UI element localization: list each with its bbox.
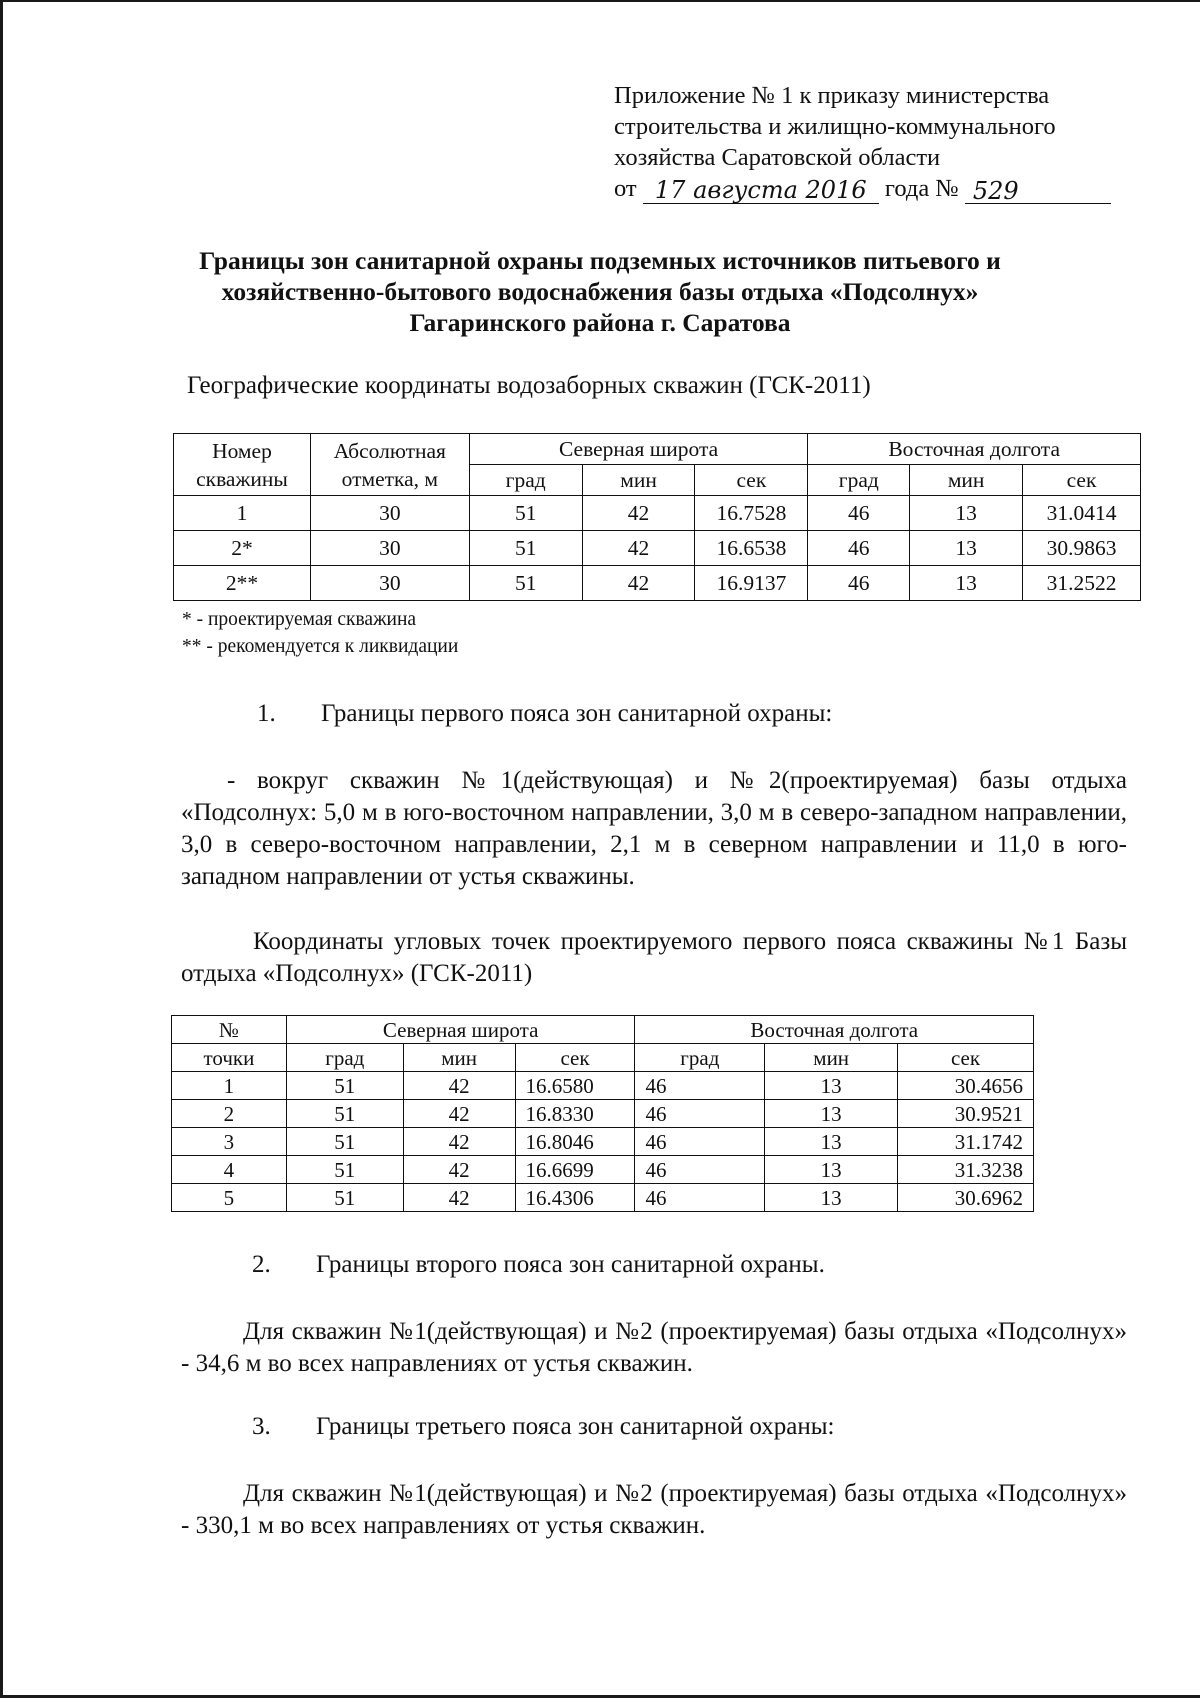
appendix-line-1: Приложение № 1 к приказу министерства bbox=[614, 82, 1050, 109]
cell-e-sec: 31.3238 bbox=[898, 1156, 1034, 1184]
cell-e-min: 13 bbox=[765, 1156, 898, 1184]
cell-n-min: 42 bbox=[403, 1156, 515, 1184]
header-n-sec: сек bbox=[515, 1044, 635, 1072]
cell-n-sec: 16.6699 bbox=[515, 1156, 635, 1184]
cell-n-deg: 51 bbox=[286, 1184, 403, 1212]
table-row bbox=[172, 1128, 1034, 1156]
scan-edge-top bbox=[0, 0, 1200, 2]
section-1-title: Границы первого пояса зон санитарной охраны: bbox=[321, 700, 833, 727]
cell-n-deg: 51 bbox=[286, 1072, 403, 1100]
cell-n-deg: 51 bbox=[286, 1100, 403, 1128]
cell-n-sec: 16.7528 bbox=[695, 496, 808, 531]
cell-e-deg: 46 bbox=[635, 1184, 765, 1212]
cell-point-id: 1 bbox=[172, 1072, 287, 1100]
header-east-longitude: Восточная долгота bbox=[808, 434, 1141, 465]
header-north-latitude: Северная широта bbox=[286, 1016, 635, 1044]
cell-e-sec: 31.1742 bbox=[898, 1128, 1034, 1156]
header-n-sec: сек bbox=[695, 465, 808, 496]
cell-elevation: 30 bbox=[310, 496, 469, 531]
handwritten-order-number: 529 bbox=[965, 176, 1111, 204]
cell-n-min: 42 bbox=[403, 1184, 515, 1212]
year-number-word: года № bbox=[884, 175, 959, 202]
cell-e-deg: 46 bbox=[808, 531, 910, 566]
appendix-date-line bbox=[614, 173, 1134, 204]
section-2-text: Для скважин №1(действующая) и №2 (проектируемая) базы отдыха «Подсолнух» - 34,6 м во всех направлениях от устья скважин. bbox=[181, 1318, 1127, 1377]
cell-e-sec: 31.0414 bbox=[1023, 496, 1141, 531]
header-east-longitude: Восточная долгота bbox=[635, 1016, 1034, 1044]
cell-e-min: 13 bbox=[765, 1184, 898, 1212]
appendix-line-3: хозяйства Саратовской области bbox=[614, 144, 941, 171]
cell-n-deg: 51 bbox=[469, 531, 582, 566]
from-word: от bbox=[614, 175, 637, 202]
cell-e-min: 13 bbox=[765, 1128, 898, 1156]
section-3-title: Границы третьего пояса зон санитарной охраны: bbox=[316, 1413, 835, 1440]
header-n-min: мин bbox=[582, 465, 695, 496]
section-3-text: Для скважин №1(действующая) и №2 (проектируемая) базы отдыха «Подсолнух» - 330,1 м во всех направлениях от устья скважин. bbox=[181, 1480, 1127, 1539]
cell-point-id: 2 bbox=[172, 1100, 287, 1128]
scan-edge-left bbox=[0, 0, 3, 1698]
cell-point-id: 3 bbox=[172, 1128, 287, 1156]
cell-n-deg: 51 bbox=[286, 1156, 403, 1184]
cell-elevation: 30 bbox=[310, 566, 469, 601]
header-point-no: № bbox=[172, 1016, 287, 1044]
cell-e-deg: 46 bbox=[635, 1128, 765, 1156]
section-3-heading bbox=[252, 1413, 834, 1441]
header-north-latitude: Северная широта bbox=[469, 434, 808, 465]
cell-n-sec: 16.9137 bbox=[695, 566, 808, 601]
cell-e-deg: 46 bbox=[808, 566, 910, 601]
section-3-number: 3. bbox=[252, 1413, 271, 1440]
table-row bbox=[172, 1184, 1034, 1212]
cell-n-min: 42 bbox=[403, 1072, 515, 1100]
title-line-3: Гагаринского района г. Саратова bbox=[409, 308, 791, 337]
title-line-2: хозяйственно-бытового водоснабжения базы отдыха «Подсолнух» bbox=[221, 277, 979, 306]
cell-e-min: 13 bbox=[765, 1100, 898, 1128]
points-table-caption: Координаты угловых точек проектируемого первого пояса скважины №1 Базы отдыха «Подсолнух» (ГСК-2011) bbox=[181, 928, 1127, 987]
appendix-line-2: строительства и жилищно-коммунального bbox=[614, 113, 1056, 140]
cell-e-sec: 30.9863 bbox=[1023, 531, 1141, 566]
cell-n-sec: 16.4306 bbox=[515, 1184, 635, 1212]
header-e-sec: сек bbox=[898, 1044, 1034, 1072]
cell-well-id: 1 bbox=[174, 496, 311, 531]
cell-well-id: 2** bbox=[174, 566, 311, 601]
cell-n-sec: 16.6580 bbox=[515, 1072, 635, 1100]
header-e-sec: сек bbox=[1023, 465, 1141, 496]
section-2-number: 2. bbox=[252, 1251, 271, 1278]
header-well-number: Номер скважины bbox=[174, 434, 311, 496]
cell-well-id: 2* bbox=[174, 531, 311, 566]
cell-e-deg: 46 bbox=[635, 1100, 765, 1128]
header-e-deg: град bbox=[635, 1044, 765, 1072]
header-n-deg: град bbox=[469, 465, 582, 496]
cell-e-sec: 31.2522 bbox=[1023, 566, 1141, 601]
header-e-deg: град bbox=[808, 465, 910, 496]
cell-e-sec: 30.6962 bbox=[898, 1184, 1034, 1212]
table-row bbox=[174, 566, 1141, 601]
section-1-heading bbox=[257, 700, 832, 728]
section-2-heading bbox=[252, 1251, 825, 1279]
cell-e-min: 13 bbox=[910, 566, 1023, 601]
cell-n-min: 42 bbox=[582, 531, 695, 566]
cell-e-min: 13 bbox=[910, 531, 1023, 566]
header-n-deg: град bbox=[286, 1044, 403, 1072]
cell-e-deg: 46 bbox=[635, 1156, 765, 1184]
cell-e-deg: 46 bbox=[808, 496, 910, 531]
cell-e-sec: 30.4656 bbox=[898, 1072, 1034, 1100]
cell-n-deg: 51 bbox=[469, 566, 582, 601]
cell-e-min: 13 bbox=[910, 496, 1023, 531]
header-point-label: точки bbox=[172, 1044, 287, 1072]
cell-n-sec: 16.6538 bbox=[695, 531, 808, 566]
cell-e-deg: 46 bbox=[635, 1072, 765, 1100]
cell-n-min: 42 bbox=[582, 496, 695, 531]
cell-n-sec: 16.8046 bbox=[515, 1128, 635, 1156]
cell-n-min: 42 bbox=[403, 1128, 515, 1156]
cell-e-sec: 30.9521 bbox=[898, 1100, 1034, 1128]
table-row bbox=[172, 1072, 1034, 1100]
section-1-number: 1. bbox=[257, 700, 276, 727]
header-e-min: мин bbox=[910, 465, 1023, 496]
header-e-min: мин bbox=[765, 1044, 898, 1072]
cell-n-min: 42 bbox=[582, 566, 695, 601]
table-row bbox=[172, 1156, 1034, 1184]
footnote-projected: * - проектируемая скважина bbox=[182, 609, 417, 630]
cell-e-min: 13 bbox=[765, 1072, 898, 1100]
wells-table-caption: Географические координаты водозаборных скважин (ГСК-2011) bbox=[187, 372, 871, 399]
header-n-min: мин bbox=[403, 1044, 515, 1072]
footnote-liquidation: ** - рекомендуется к ликвидации bbox=[182, 636, 459, 657]
header-elevation: Абсолютная отметка, м bbox=[310, 434, 469, 496]
cell-n-sec: 16.8330 bbox=[515, 1100, 635, 1128]
table-row bbox=[174, 531, 1141, 566]
section-2-title: Границы второго пояса зон санитарной охраны. bbox=[316, 1251, 825, 1278]
cell-point-id: 5 bbox=[172, 1184, 287, 1212]
cell-point-id: 4 bbox=[172, 1156, 287, 1184]
handwritten-date: 17 августа 2016 bbox=[643, 175, 879, 204]
table-row bbox=[174, 496, 1141, 531]
cell-n-min: 42 bbox=[403, 1100, 515, 1128]
corner-points-table bbox=[171, 1015, 1034, 1212]
table-row bbox=[172, 1100, 1034, 1128]
title-line-1: Границы зон санитарной охраны подземных источников питьевого и bbox=[199, 246, 1001, 275]
cell-n-deg: 51 bbox=[286, 1128, 403, 1156]
cell-elevation: 30 bbox=[310, 531, 469, 566]
wells-coordinates-table bbox=[173, 433, 1141, 601]
document-title bbox=[130, 245, 1070, 338]
section-1-text: - вокруг скважин №1(действующая) и №2(проектируемая) базы отдыха «Подсолнух: 5,0 м в юго-восточном направлении, 3,0 м в северо-западном направлении, 3,0 в северо-восточном направлении, 2,1 м в северном направлении и 11,0 в юго-западном направлении от устья скважины. bbox=[181, 767, 1127, 890]
appendix-header bbox=[614, 80, 1134, 204]
cell-n-deg: 51 bbox=[469, 496, 582, 531]
